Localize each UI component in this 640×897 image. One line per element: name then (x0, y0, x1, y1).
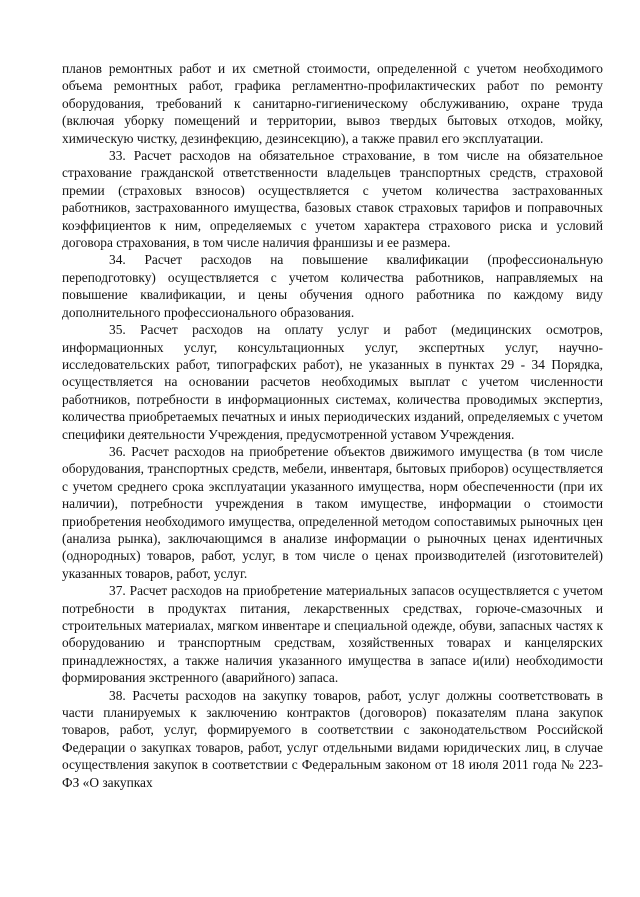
paragraph-36: 36. Расчет расходов на приобретение объектов движимого имущества (в том числе оборудования, транспортных средств, мебели, инвентаря, бытовых приборов) осуществляется с учетом среднего срока эксплуатации указанного имущества, норм обеспеченности (при их наличии), потребности учреждения в таком имуществе, информации о стоимости приобретения необходимого имущества, определенной методом сопоставимых рыночных цен (анализа рынка), заключающимся в анализе информации о рыночных ценах идентичных (однородных) товаров, работ, услуг, в том числе о ценах производителей (изготовителей) указанных товаров, работ, услуг. (62, 443, 603, 581)
paragraph-38: 38. Расчеты расходов на закупку товаров, работ, услуг должны соответствовать в части планируемых к заключению контрактов (договоров) показателям плана закупок товаров, работ, услуг, формируемого в соответствии с законодательством Российской Федерации о закупках товаров, работ, услуг отдельными видами юридических лиц, в случае осуществления закупок в соответствии с Федеральным законом от 18 июля 2011 года № 223-ФЗ «О закупках (62, 687, 603, 790)
paragraph-33: 33. Расчет расходов на обязательное страхование, в том числе на обязательное страхование гражданской ответственности владельцев транспортных средств, страховой премии (страховых взносов) осуществляется с учетом количества застрахованных работников, застрахованного имущества, базовых ставок страховых тарифов и поправочных коэффициентов к ним, определяемых с учетом характера страхового риска и условий договора страхования, в том числе наличия франшизы и ее размера. (62, 148, 603, 251)
paragraph-continuation: планов ремонтных работ и их сметной стоимости, определенной с учетом необходимого объема ремонтных работ, графика регламентно-профилактических работ по ремонту оборудования, требований к санитарно-гигиеническому обслуживанию, охране труда (включая уборку помещений и территории, вывоз твердых бытовых отходов, мойку, химическую чистку, дезинфекцию, дезинсекцию), а также правил его эксплуатации. (62, 61, 603, 146)
paragraph-37: 37. Расчет расходов на приобретение материальных запасов осуществляется с учетом потребности в продуктах питания, лекарственных средствах, горюче-смазочных и строительных материалах, мягком инвентаре и специальной одежде, обуви, запасных частях к оборудованию и транспортным средствам, хозяйственных товарах и канцелярских принадлежностях, а также наличия указанного имущества в запасе и(или) необходимости формирования экстренного (аварийного) запаса. (62, 583, 603, 686)
paragraph-35: 35. Расчет расходов на оплату услуг и работ (медицинских осмотров, информационных услуг, консультационных услуг, экспертных услуг, научно-исследовательских работ, типографских работ), не указанных в пунктах 29 - 34 Порядка, осуществляется на основании расчетов необходимых выплат с учетом численности работников, потребности в информационных системах, количества проводимых экспертиз, количества приобретаемых печатных и иных периодических изданий, определяемых с учетом специфики деятельности Учреждения, предусмотренной уставом Учреждения. (62, 322, 603, 442)
paragraph-34: 34. Расчет расходов на повышение квалификации (профессиональную переподготовку) осуществляется с учетом количества работников, направляемых на повышение квалификации, и цены обучения одного работника по каждому виду дополнительного профессионального образования. (62, 252, 603, 320)
document-page (62, 60, 603, 791)
